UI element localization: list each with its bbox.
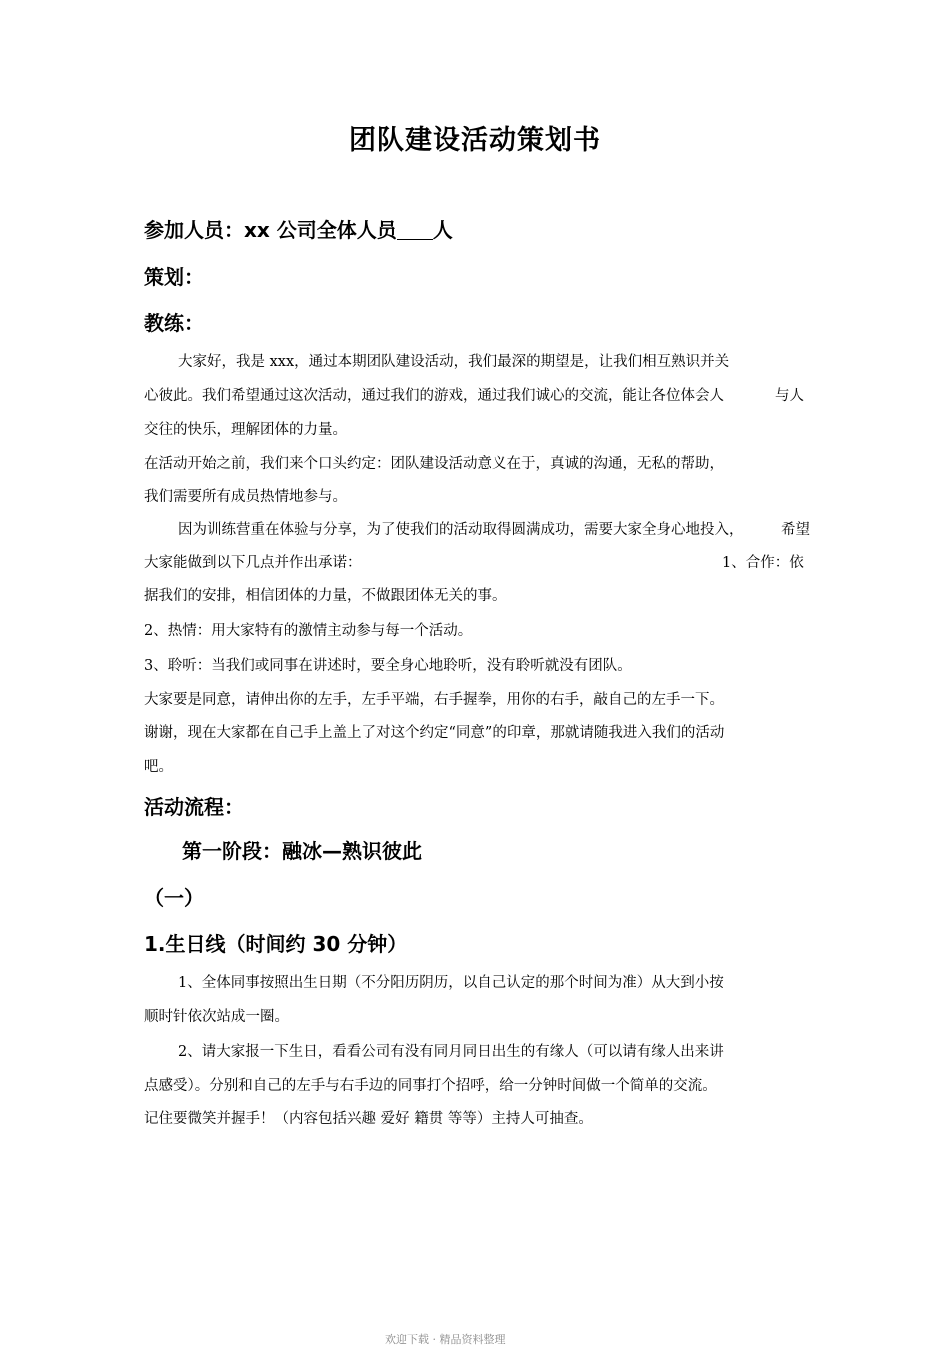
participants-line: [144, 214, 453, 243]
coach-label: 教练：: [144, 311, 204, 335]
item-body-line: 1、全体同事按照出生日期（不分阳历阴历，以自己认定的那个时间为准）从大到小按: [178, 975, 724, 991]
participants-count-blank: [397, 221, 433, 240]
document-title: 团队建设活动策划书: [349, 125, 601, 156]
intro-line: 希望: [781, 522, 810, 538]
intro-line: 据我们的安排，相信团体的力量，不做跟团体无关的事。: [144, 588, 507, 604]
intro-line: 2、热情：用大家特有的激情主动参与每一个活动。: [144, 623, 473, 639]
intro-line: 大家好，我是 xxx，通过本期团队建设活动，我们最深的期望是，让我们相互熟识并关: [178, 354, 730, 370]
intro-line: 1、合作：依: [722, 555, 804, 571]
intro-line: 吧。: [144, 759, 173, 775]
process-label: 活动流程：: [144, 795, 244, 819]
part-heading: （一）: [144, 886, 204, 910]
intro-line: 3、聆听：当我们或同事在讲述时，要全身心地聆听，没有聆听就没有团队。: [144, 658, 632, 674]
page-footer: 欢迎下载 · 精品资料整理: [385, 1333, 506, 1346]
intro-line: 大家要是同意，请伸出你的左手，左手平端，右手握拳，用你的右手，敲自己的左手一下。: [144, 692, 724, 708]
intro-line: 与人: [775, 388, 804, 404]
intro-line: 交往的快乐，理解团体的力量。: [144, 422, 347, 438]
item-heading: 1.生日线（时间约 30 分钟）: [144, 932, 408, 956]
participants-value: xx 公司全体人员: [244, 218, 397, 242]
intro-line: 大家能做到以下几点并作出承诺：: [144, 555, 362, 571]
item-body-line: 顺时针依次站成一圈。: [144, 1009, 289, 1025]
intro-line: 因为训练营重在体验与分享，为了使我们的活动取得圆满成功，需要大家全身心地投入，: [178, 522, 744, 538]
intro-line: 我们需要所有成员热情地参与。: [144, 489, 347, 505]
participants-label: 参加人员：: [144, 218, 244, 242]
intro-line: 心彼此。我们希望通过这次活动，通过我们的游戏，通过我们诚心的交流，能让各位体会人: [144, 388, 724, 404]
item-body-line: 2、请大家报一下生日，看看公司有没有同月同日出生的有缘人（可以请有缘人出来讲: [178, 1044, 724, 1060]
stage-heading: 第一阶段：融冰—熟识彼此: [182, 839, 422, 863]
item-body-line: 点感受）。分别和自己的左手与右手边的同事打个招呼，给一分钟时间做一个简单的交流。: [144, 1078, 717, 1094]
intro-line: 在活动开始之前，我们来个口头约定：团队建设活动意义在于，真诚的沟通，无私的帮助，: [144, 456, 724, 472]
intro-line: 谢谢，现在大家都在自己手上盖上了对这个约定“同意”的印章，那就请随我进入我们的活动: [144, 725, 725, 741]
participants-suffix: 人: [432, 218, 453, 242]
item-body-line: 记住要微笑并握手！（内容包括兴趣 爱好 籍贯 等等）主持人可抽查。: [144, 1111, 593, 1127]
planning-label: 策划：: [144, 265, 204, 289]
